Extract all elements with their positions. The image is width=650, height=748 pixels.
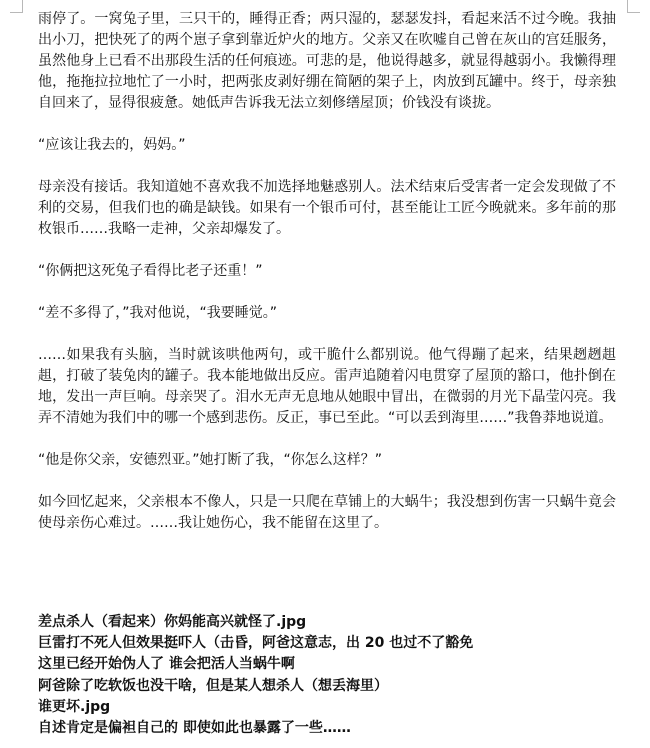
paragraph-rain-stopped: 雨停了。一窝兔子里，三只干的，睡得正香；两只湿的，瑟瑟发抖，看起来活不过今晚。我抽出小刀，把快死了的两个崽子拿到靠近炉火的地方。父亲又在吹嘘自己曾在灰山的宫廷服务，虽然他身上已看不出那段生活的任何痕迹。可悲的是，他说得越多，就显得越弱小。我懒得理他，拖拖拉拉地忙了一小时，把两张皮剥好绷在简陋的架子上，肉放到瓦罐中。终于，母亲独自回来了，显得很疲惫。她低声告诉我无法立刻修缮屋顶；价钱没有谈拢。 <box>38 11 616 111</box>
story-text <box>38 9 616 555</box>
paragraph-mother-silent: 母亲没有接话。我知道她不喜欢我不加选择地魅惑别人。法术结束后受害者一定会发现做了不利的交易，但我们也的确是缺钱。如果有一个银币可付，甚至能让工匠今晚就来。多年前的那枚银币……我略一走神，父亲却爆发了。 <box>38 179 616 237</box>
paragraph-going-to-sleep: “差不多得了，”我对他说，“我要睡觉。” <box>38 305 278 321</box>
note-line: 这里已经开始伪人了 谁会把活人当蜗牛啊 <box>38 656 295 673</box>
paragraph-should-let-me-go: “应该让我去的，妈妈。” <box>38 137 186 153</box>
page-corner-mark-right <box>627 0 640 13</box>
paragraph-snail-memory: 如今回忆起来，父亲根本不像人，只是一只爬在草铺上的大蜗牛；我没想到伤害一只蜗牛竟会使母亲伤心难过。……我让她伤心，我不能留在这里了。 <box>38 494 616 531</box>
page-corner-mark-left <box>10 0 23 13</box>
commentary-notes <box>38 612 638 739</box>
paragraph-father-outburst: “你俩把这死兔子看得比老子还重！” <box>38 263 263 279</box>
note-line: 巨雷打不死人但效果挺吓人（击昏，阿爸这意志，出 20 也过不了豁免 <box>38 635 474 652</box>
note-line: 差点杀人（看起来）你妈能高兴就怪了.jpg <box>38 614 307 630</box>
paragraph-thunder-strike: ……如果我有头脑，当时就该哄他两句，或干脆什么都别说。他气得蹦了起来，结果趔趔趄趄，打破了装兔肉的罐子。我本能地做出反应。雷声追随着闪电贯穿了屋顶的豁口，他扑倒在地，发出一声巨响。母亲哭了。泪水无声无息地从她眼中冒出，在微弱的月光下晶莹闪亮。我弄不清她为我们中的哪一个感到悲伤。反正，事已至此。“可以丢到海里……”我鲁莽地说道。 <box>38 347 616 426</box>
paragraph-he-is-your-father: “他是你父亲，安德烈亚。”她打断了我，“你怎么这样？” <box>38 452 383 468</box>
note-line: 自述肯定是偏袒自己的 即使如此也暴露了一些…… <box>38 720 351 737</box>
note-line: 谁更坏.jpg <box>38 698 111 715</box>
note-line: 阿爸除了吃软饭也没干啥，但是某人想杀人（想丢海里） <box>38 677 388 694</box>
